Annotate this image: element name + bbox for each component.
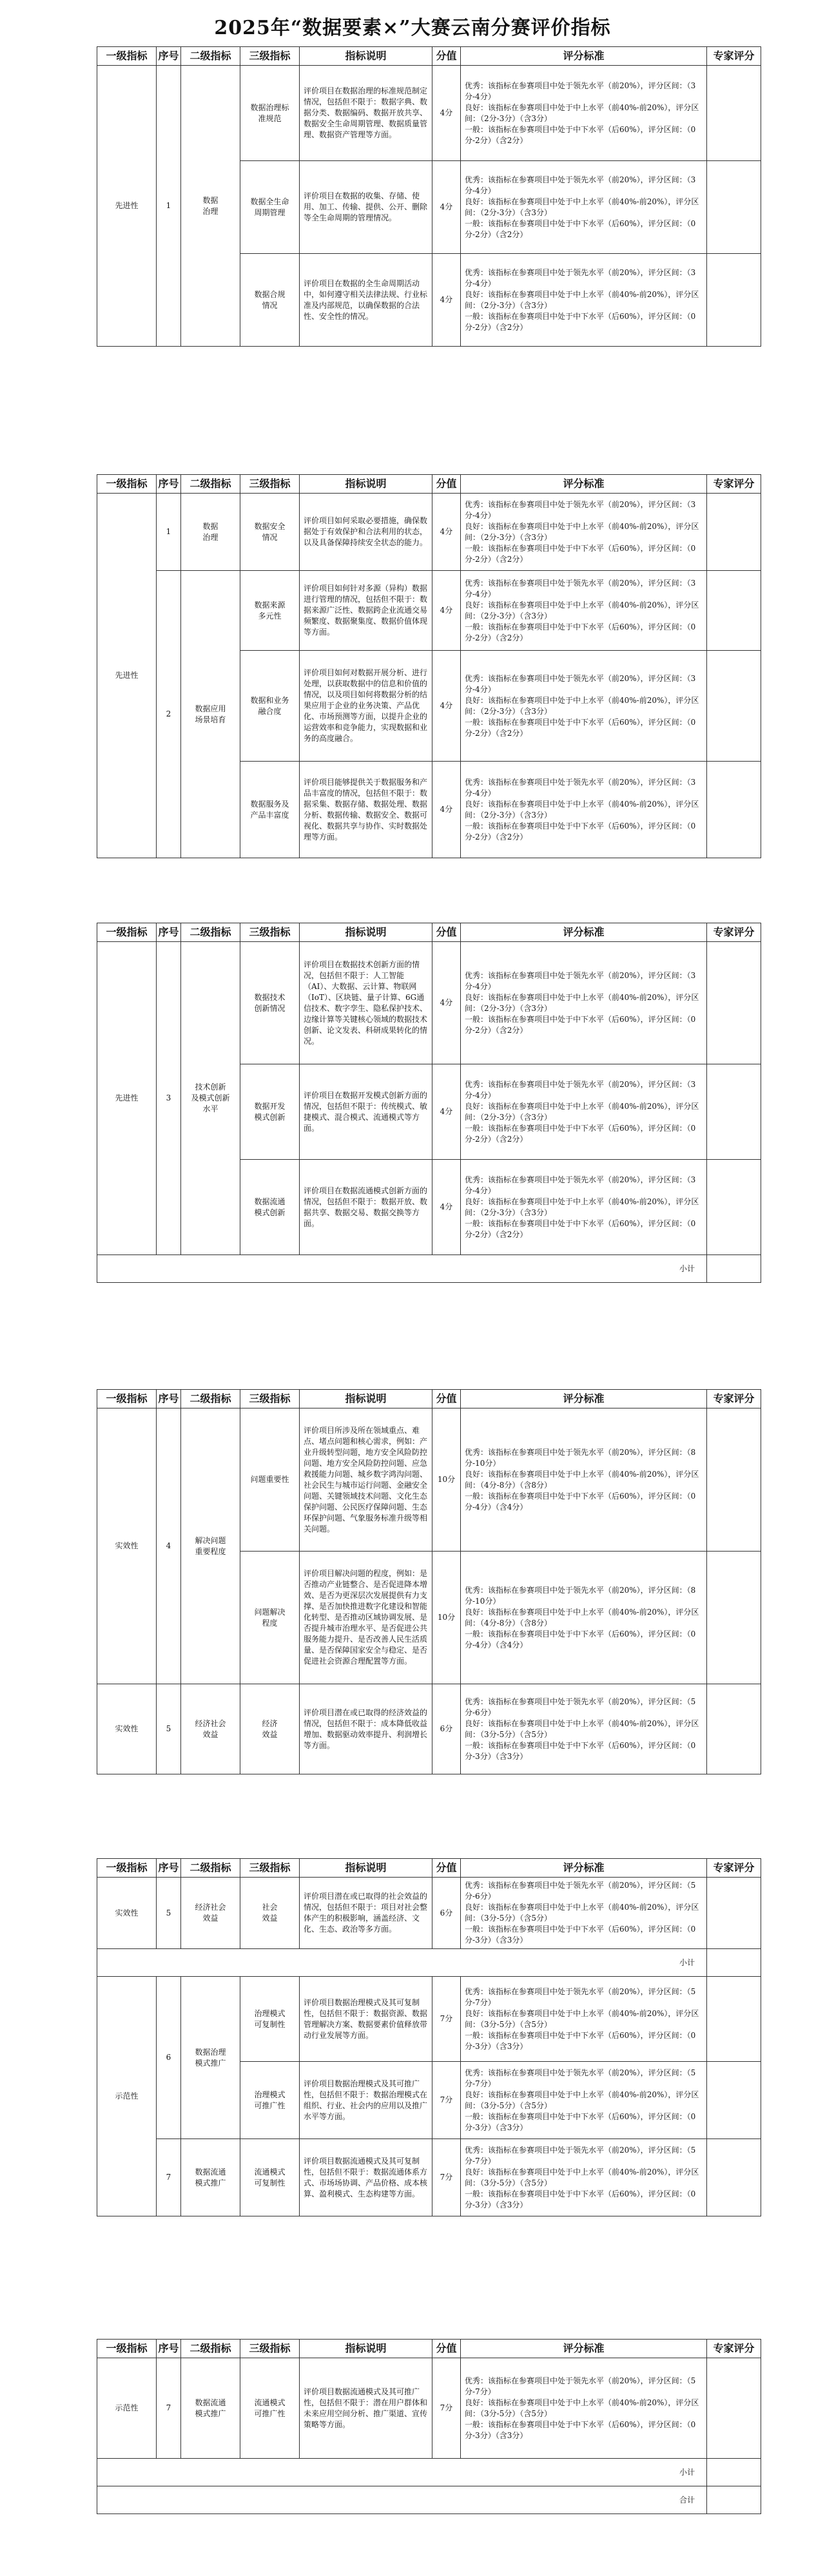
header-expert-score: 专家评分 (707, 475, 761, 494)
criteria-cell: 优秀：该指标在参赛项目中处于领先水平（前20%），评分区间：（3分-4分） 良好：该指标在参赛项目中处于中上水平（前40%-前20%），评分区间：（2分-3分）（含3分） 一般：该指标在参赛项目中处于中下水平（后60%），评分区间：（0分-2分）（含2分） (461, 1064, 707, 1160)
score-cell: 4分 (432, 1064, 461, 1160)
criteria-cell: 优秀：该指标在参赛项目中处于领先水平（前20%），评分区间：（3分-4分） 良好：该指标在参赛项目中处于中上水平（前40%-前20%），评分区间：（2分-3分）（含3分） 一般：该指标在参赛项目中处于中下水平（后60%），评分区间：（0分-2分）（含2分） (461, 161, 707, 254)
header-level3: 三级指标 (240, 475, 300, 494)
header-level2: 二级指标 (181, 1859, 240, 1878)
header-description: 指标说明 (300, 1859, 432, 1878)
expert-score-cell[interactable] (707, 1064, 761, 1160)
criteria-cell: 优秀：该指标在参赛项目中处于领先水平（前20%），评分区间：（3分-4分） 良好：该指标在参赛项目中处于中上水平（前40%-前20%），评分区间：（2分-3分）（含3分） 一般：该指标在参赛项目中处于中下水平（后60%），评分区间：（0分-2分）（含2分） (461, 942, 707, 1064)
index-cell: 6 (157, 1977, 181, 2139)
description-cell: 评价项目在数据开发模式创新方面的情况，包括但不限于：传统模式、敏捷模式、混合模式、流通模式等方面。 (300, 1064, 432, 1160)
expert-score-cell[interactable] (707, 942, 761, 1064)
level2-cell: 数据流通 模式推广 (181, 2358, 240, 2459)
subtotal-label: 小计 (97, 1949, 707, 1977)
score-cell: 4分 (432, 571, 461, 651)
level1-cell: 示范性 (97, 2358, 157, 2459)
total-label: 合计 (97, 2486, 707, 2514)
header-criteria: 评分标准 (461, 47, 707, 66)
description-cell: 评价项目在数据技术创新方面的情况，包括但不限于：人工智能（AI）、大数据、云计算、物联网（IoT）、区块链、量子计算、6G通信技术、数字孪生、隐私保护技术、边缘计算等关键核心领域的数据技术创新、论文发表、科研成果转化的情况。 (300, 942, 432, 1064)
description-cell: 评价项目数据治理模式及其可复制性，包括但不限于：数据资源、数据管理解决方案、数据要素价值释放带动行业发展等方面。 (300, 1977, 432, 2062)
expert-score-cell[interactable] (707, 762, 761, 858)
expert-score-cell[interactable] (707, 1552, 761, 1684)
header-score: 分值 (432, 2340, 461, 2358)
header-score: 分值 (432, 475, 461, 494)
level2-cell: 数据治理 模式推广 (181, 1977, 240, 2139)
table-row (97, 494, 761, 571)
header-criteria: 评分标准 (461, 2340, 707, 2358)
criteria-table (97, 1858, 761, 2216)
description-cell: 评价项目数据治理模式及其可推广性，包括但不限于：数据治理模式在组织、行业、社会内的应用以及推广水平等方面。 (300, 2062, 432, 2139)
description-cell: 评价项目如何对数据开展分析、进行处理，以获取数据中的信息和价值的情况，以及项目如何将数据分析的结果应用于企业的业务决策、产品优化、市场预测等方面，以提升企业的运营效率和竞争能力，实现数据和业务的高度融合。 (300, 651, 432, 762)
header-row (97, 1859, 761, 1878)
level2-cell: 经济社会 效益 (181, 1684, 240, 1774)
header-score: 分值 (432, 923, 461, 942)
score-cell: 4分 (432, 651, 461, 762)
description-cell: 评价项目能够提供关于数据服务和产品丰富度的情况，包括但不限于：数据采集、数据存储、数据处理、数据分析、数据传输、数据安全、数据可视化、数据共享与协作、实时数据处理等方面。 (300, 762, 432, 858)
header-score: 分值 (432, 47, 461, 66)
header-score: 分值 (432, 1390, 461, 1408)
header-criteria: 评分标准 (461, 1859, 707, 1878)
subtotal-row (97, 1949, 761, 1977)
level1-cell: 实效性 (97, 1878, 157, 1949)
header-description: 指标说明 (300, 923, 432, 942)
header-row (97, 47, 761, 66)
table-row (97, 1977, 761, 2062)
score-cell: 7分 (432, 2139, 461, 2216)
table-row (97, 1408, 761, 1552)
criteria-table (97, 923, 761, 1283)
level1-cell: 实效性 (97, 1408, 157, 1684)
level1-cell: 示范性 (97, 1977, 157, 2216)
score-cell: 10分 (432, 1552, 461, 1684)
criteria-cell: 优秀：该指标在参赛项目中处于领先水平（前20%），评分区间：（5分-6分） 良好：该指标在参赛项目中处于中上水平（前40%-前20%），评分区间：（3分-5分）（含5分） 一般：该指标在参赛项目中处于中下水平（后60%），评分区间：（0分-3分）（含3分） (461, 1684, 707, 1774)
expert-score-cell[interactable] (707, 66, 761, 161)
level3-cell: 问题重要性 (240, 1408, 300, 1552)
header-index: 序号 (157, 923, 181, 942)
table-row (97, 571, 761, 651)
score-cell: 4分 (432, 1160, 461, 1255)
criteria-cell: 优秀：该指标在参赛项目中处于领先水平（前20%），评分区间：（3分-4分） 良好：该指标在参赛项目中处于中上水平（前40%-前20%），评分区间：（2分-3分）（含3分） 一般：该指标在参赛项目中处于中下水平（后60%），评分区间：（0分-2分）（含2分） (461, 494, 707, 571)
subtotal-label: 小计 (97, 1255, 707, 1283)
level3-cell: 经济 效益 (240, 1684, 300, 1774)
index-cell: 3 (157, 942, 181, 1255)
total-row (97, 2486, 761, 2514)
expert-score-cell[interactable] (707, 1878, 761, 1949)
header-level3: 三级指标 (240, 1390, 300, 1408)
level3-cell: 流通模式 可复制性 (240, 2139, 300, 2216)
description-cell: 评价项目如何针对多源（异构）数据进行管理的情况，包括但不限于：数据来源广泛性、数据跨企业流通交易频繁度、数据聚集度、数据价值体现等方面。 (300, 571, 432, 651)
expert-score-cell[interactable] (707, 1160, 761, 1255)
index-cell: 1 (157, 494, 181, 571)
criteria-cell: 优秀：该指标在参赛项目中处于领先水平（前20%），评分区间：（5分-6分） 良好：该指标在参赛项目中处于中上水平（前40%-前20%），评分区间：（3分-5分）（含5分） 一般：该指标在参赛项目中处于中下水平（后60%），评分区间：（0分-3分）（含3分） (461, 1878, 707, 1949)
header-level3: 三级指标 (240, 47, 300, 66)
score-cell: 4分 (432, 66, 461, 161)
score-cell: 4分 (432, 942, 461, 1064)
criteria-cell: 优秀：该指标在参赛项目中处于领先水平（前20%），评分区间：（5分-7分） 良好：该指标在参赛项目中处于中上水平（前40%-前20%），评分区间：（3分-5分）（含5分） 一般：该指标在参赛项目中处于中下水平（后60%），评分区间：（0分-3分）（含3分） (461, 2062, 707, 2139)
header-description: 指标说明 (300, 1390, 432, 1408)
level3-cell: 社会 效益 (240, 1878, 300, 1949)
criteria-table (97, 46, 761, 347)
level3-cell: 治理模式 可复制性 (240, 1977, 300, 2062)
page-title: 2025年“数据要素×”大赛云南分赛评价指标 (214, 17, 611, 39)
criteria-cell: 优秀：该指标在参赛项目中处于领先水平（前20%），评分区间：（3分-4分） 良好：该指标在参赛项目中处于中上水平（前40%-前20%），评分区间：（2分-3分）（含3分） 一般：该指标在参赛项目中处于中下水平（后60%），评分区间：（0分-2分）（含2分） (461, 571, 707, 651)
header-expert-score: 专家评分 (707, 923, 761, 942)
header-level1: 一级指标 (97, 1390, 157, 1408)
expert-score-cell[interactable] (707, 571, 761, 651)
level3-cell: 数据服务及 产品丰富度 (240, 762, 300, 858)
expert-score-cell[interactable] (707, 254, 761, 347)
level2-cell: 解决问题 重要程度 (181, 1408, 240, 1684)
table-row (97, 1684, 761, 1774)
header-expert-score: 专家评分 (707, 47, 761, 66)
expert-score-cell[interactable] (707, 161, 761, 254)
header-index: 序号 (157, 1859, 181, 1878)
expert-score-cell[interactable] (707, 1684, 761, 1774)
header-score: 分值 (432, 1859, 461, 1878)
header-expert-score: 专家评分 (707, 1390, 761, 1408)
subtotal-value[interactable] (707, 1255, 761, 1283)
index-cell: 1 (157, 66, 181, 347)
description-cell: 评价项目在数据的全生命周期活动中，如何遵守相关法律法规、行业标准及内部规范，以确保数据的合法性、安全性的情况。 (300, 254, 432, 347)
criteria-table (97, 2339, 761, 2514)
header-level2: 二级指标 (181, 923, 240, 942)
criteria-cell: 优秀：该指标在参赛项目中处于领先水平（前20%），评分区间：（8分-10分） 良好：该指标在参赛项目中处于中上水平（前40%-前20%），评分区间：（4分-8分）（含8分） 一般：该指标在参赛项目中处于中下水平（后60%），评分区间：（0分-4分）（含4分） (461, 1552, 707, 1684)
level3-cell: 数据安全 情况 (240, 494, 300, 571)
level3-cell: 问题解决 程度 (240, 1552, 300, 1684)
header-criteria: 评分标准 (461, 475, 707, 494)
header-description: 指标说明 (300, 47, 432, 66)
criteria-cell: 优秀：该指标在参赛项目中处于领先水平（前20%），评分区间：（5分-7分） 良好：该指标在参赛项目中处于中上水平（前40%-前20%），评分区间：（3分-5分）（含5分） 一般：该指标在参赛项目中处于中下水平（后60%），评分区间：（0分-3分）（含3分） (461, 2139, 707, 2216)
level1-cell: 先进性 (97, 494, 157, 858)
header-index: 序号 (157, 1390, 181, 1408)
description-cell: 评价项目数据流通模式及其可推广性，包括但不限于：潜在用户群体和未来应用空间分析、推广渠道、宣传策略等方面。 (300, 2358, 432, 2459)
table-block-4 (97, 1389, 761, 1774)
table-row (97, 1878, 761, 1949)
level3-cell: 数据流通 模式创新 (240, 1160, 300, 1255)
header-index: 序号 (157, 2340, 181, 2358)
description-cell: 评价项目潜在或已取得的社会效益的情况，包括但不限于：项目对社会整体产生的积极影响，涵盖经济、文化、生态、政治等多方面。 (300, 1878, 432, 1949)
header-level1: 一级指标 (97, 475, 157, 494)
level3-cell: 数据治理标 准规范 (240, 66, 300, 161)
header-level3: 三级指标 (240, 2340, 300, 2358)
score-cell: 7分 (432, 2358, 461, 2459)
subtotal-row (97, 2459, 761, 2486)
header-level3: 三级指标 (240, 1859, 300, 1878)
subtotal-label: 小计 (97, 2459, 707, 2486)
header-level2: 二级指标 (181, 1390, 240, 1408)
header-level2: 二级指标 (181, 475, 240, 494)
criteria-cell: 优秀：该指标在参赛项目中处于领先水平（前20%），评分区间：（5分-7分） 良好：该指标在参赛项目中处于中上水平（前40%-前20%），评分区间：（3分-5分）（含5分） 一般：该指标在参赛项目中处于中下水平（后60%），评分区间：（0分-3分）（含3分） (461, 1977, 707, 2062)
level2-cell: 技术创新 及模式创新 水平 (181, 942, 240, 1255)
table-block-3 (97, 923, 761, 1283)
index-cell: 2 (157, 571, 181, 858)
subtotal-row (97, 1255, 761, 1283)
index-cell: 7 (157, 2358, 181, 2459)
table-block-5 (97, 1858, 761, 2216)
level2-cell: 经济社会 效益 (181, 1878, 240, 1949)
description-cell: 评价项目所涉及所在领域重点、难点、堵点问题和核心需求，例如：产业升级转型问题，地方安全风险防控问题、地方安全风险防控问题、应急救援能力问题、城乡数字鸿沟问题、社会民生与城市运行问题、金融安全问题、关键领域技术问题、文化生态保护问题、公民医疗保障问题、生态环保护问题、气象服务标准升级等相关问题。 (300, 1408, 432, 1552)
expert-score-cell[interactable] (707, 2139, 761, 2216)
score-cell: 4分 (432, 161, 461, 254)
description-cell: 评价项目在数据治理的标准规范制定情况，包括但不限于：数据字典、数据分类、数据编码、数据开放共享、数据安全生命周期管理、数据质量管理、数据资产管理等方面。 (300, 66, 432, 161)
level3-cell: 数据合规 情况 (240, 254, 300, 347)
level2-cell: 数据 治理 (181, 494, 240, 571)
header-level1: 一级指标 (97, 2340, 157, 2358)
level3-cell: 数据来源 多元性 (240, 571, 300, 651)
table-block-2 (97, 474, 761, 858)
header-level1: 一级指标 (97, 47, 157, 66)
header-expert-score: 专家评分 (707, 1859, 761, 1878)
table-block-6 (97, 2339, 761, 2514)
header-row (97, 2340, 761, 2358)
header-row (97, 475, 761, 494)
header-level3: 三级指标 (240, 923, 300, 942)
header-criteria: 评分标准 (461, 923, 707, 942)
total-value[interactable] (707, 2486, 761, 2514)
table-block-1 (97, 46, 761, 347)
header-level1: 一级指标 (97, 1859, 157, 1878)
expert-score-cell[interactable] (707, 2358, 761, 2459)
header-index: 序号 (157, 475, 181, 494)
criteria-table (97, 1389, 761, 1774)
index-cell: 5 (157, 1878, 181, 1949)
header-level2: 二级指标 (181, 47, 240, 66)
criteria-cell: 优秀：该指标在参赛项目中处于领先水平（前20%），评分区间：（5分-7分） 良好：该指标在参赛项目中处于中上水平（前40%-前20%），评分区间：（3分-5分）（含5分） 一般：该指标在参赛项目中处于中下水平（后60%），评分区间：（0分-3分）（含3分） (461, 2358, 707, 2459)
level1-cell: 实效性 (97, 1684, 157, 1774)
level3-cell: 数据和业务 融合度 (240, 651, 300, 762)
expert-score-cell[interactable] (707, 651, 761, 762)
criteria-cell: 优秀：该指标在参赛项目中处于领先水平（前20%），评分区间：（3分-4分） 良好：该指标在参赛项目中处于中上水平（前40%-前20%），评分区间：（2分-3分）（含3分） 一般：该指标在参赛项目中处于中下水平（后60%），评分区间：（0分-2分）（含2分） (461, 651, 707, 762)
criteria-cell: 优秀：该指标在参赛项目中处于领先水平（前20%），评分区间：（3分-4分） 良好：该指标在参赛项目中处于中上水平（前40%-前20%），评分区间：（2分-3分）（含3分） 一般：该指标在参赛项目中处于中下水平（后60%），评分区间：（0分-2分）（含2分） (461, 66, 707, 161)
criteria-cell: 优秀：该指标在参赛项目中处于领先水平（前20%），评分区间：（3分-4分） 良好：该指标在参赛项目中处于中上水平（前40%-前20%），评分区间：（2分-3分）（含3分） 一般：该指标在参赛项目中处于中下水平（后60%），评分区间：（0分-2分）（含2分） (461, 1160, 707, 1255)
level2-cell: 数据应用 场景培育 (181, 571, 240, 858)
header-criteria: 评分标准 (461, 1390, 707, 1408)
description-cell: 评价项目如何采取必要措施，确保数据处于有效保护和合法利用的状态，以及具备保障持续安全状态的能力。 (300, 494, 432, 571)
index-cell: 4 (157, 1408, 181, 1684)
header-index: 序号 (157, 47, 181, 66)
description-cell: 评价项目在数据流通模式创新方面的情况，包括但不限于：数据开放、数据共享、数据交易、数据交换等方面。 (300, 1160, 432, 1255)
level2-cell: 数据流通 模式推广 (181, 2139, 240, 2216)
score-cell: 6分 (432, 1684, 461, 1774)
score-cell: 10分 (432, 1408, 461, 1552)
description-cell: 评价项目在数据的收集、存储、使用、加工、传输、提供、公开、删除等全生命周期的管理情况。 (300, 161, 432, 254)
header-level1: 一级指标 (97, 923, 157, 942)
header-expert-score: 专家评分 (707, 2340, 761, 2358)
level3-cell: 数据技术 创新情况 (240, 942, 300, 1064)
header-description: 指标说明 (300, 475, 432, 494)
description-cell: 评价项目潜在或已取得的经济效益的情况，包括但不限于：成本降低收益增加、数据驱动效率提升、利润增长等方面。 (300, 1684, 432, 1774)
level3-cell: 治理模式 可推广性 (240, 2062, 300, 2139)
expert-score-cell[interactable] (707, 1977, 761, 2062)
expert-score-cell[interactable] (707, 494, 761, 571)
subtotal-value[interactable] (707, 2459, 761, 2486)
table-row (97, 2139, 761, 2216)
level3-cell: 数据开发 模式创新 (240, 1064, 300, 1160)
expert-score-cell[interactable] (707, 1408, 761, 1552)
table-row (97, 66, 761, 161)
description-cell: 评价项目数据流通模式及其可复制性，包括但不限于：数据流通体系方式、市场场协调、产品价格、成本核算、盈利模式、生态构建等方面。 (300, 2139, 432, 2216)
header-level2: 二级指标 (181, 2340, 240, 2358)
score-cell: 4分 (432, 762, 461, 858)
header-row (97, 923, 761, 942)
criteria-cell: 优秀：该指标在参赛项目中处于领先水平（前20%），评分区间：（8分-10分） 良好：该指标在参赛项目中处于中上水平（前40%-前20%），评分区间：（4分-8分）（含8分） 一般：该指标在参赛项目中处于中下水平（后60%），评分区间：（0分-4分）（含4分） (461, 1408, 707, 1552)
score-cell: 6分 (432, 1878, 461, 1949)
subtotal-value[interactable] (707, 1949, 761, 1977)
index-cell: 7 (157, 2139, 181, 2216)
score-cell: 7分 (432, 1977, 461, 2062)
table-row (97, 2358, 761, 2459)
level1-cell: 先进性 (97, 942, 157, 1255)
description-cell: 评价项目解决问题的程度，例如：是否推动产业链整合、是否促进降本增效、是否为更深层次发展提供有力支撑、是否加快推进数字化建设和智能化转型、是否推动区域协调发展、是否提升城市治理水平、是否促进公共服务能力提升、是否改善人民生活质量、是否保障国家安全与稳定、是否促进社会资源合理配置等方面。 (300, 1552, 432, 1684)
header-row (97, 1390, 761, 1408)
table-row (97, 942, 761, 1064)
score-cell: 4分 (432, 494, 461, 571)
criteria-table (97, 474, 761, 858)
level2-cell: 数据 治理 (181, 66, 240, 347)
index-cell: 5 (157, 1684, 181, 1774)
header-description: 指标说明 (300, 2340, 432, 2358)
criteria-cell: 优秀：该指标在参赛项目中处于领先水平（前20%），评分区间：（3分-4分） 良好：该指标在参赛项目中处于中上水平（前40%-前20%），评分区间：（2分-3分）（含3分） 一般：该指标在参赛项目中处于中下水平（后60%），评分区间：（0分-2分）（含2分） (461, 254, 707, 347)
level3-cell: 流通模式 可推广性 (240, 2358, 300, 2459)
score-cell: 7分 (432, 2062, 461, 2139)
level3-cell: 数据全生命 周期管理 (240, 161, 300, 254)
score-cell: 4分 (432, 254, 461, 347)
level1-cell: 先进性 (97, 66, 157, 347)
expert-score-cell[interactable] (707, 2062, 761, 2139)
criteria-cell: 优秀：该指标在参赛项目中处于领先水平（前20%），评分区间：（3分-4分） 良好：该指标在参赛项目中处于中上水平（前40%-前20%），评分区间：（2分-3分）（含3分） 一般：该指标在参赛项目中处于中下水平（后60%），评分区间：（0分-2分）（含2分） (461, 762, 707, 858)
